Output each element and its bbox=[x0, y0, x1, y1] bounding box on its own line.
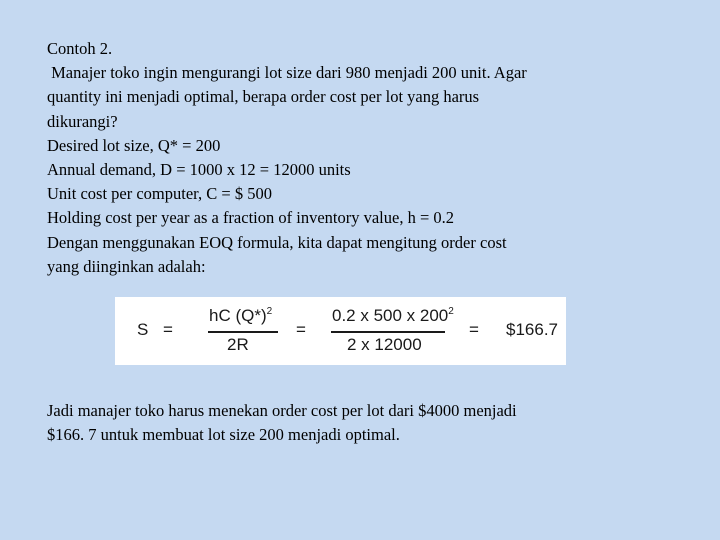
formula-denominator-1: 2R bbox=[227, 335, 249, 354]
intro-line-question-end: dikurangi? bbox=[47, 111, 118, 131]
fraction-bar-2 bbox=[331, 331, 445, 333]
formula-result: $166.7 bbox=[506, 320, 558, 339]
formula-numerator-1: hC $(Q*)^2$ bbox=[209, 306, 273, 325]
fraction-bar-1 bbox=[208, 331, 278, 333]
formula-lhs: S bbox=[137, 320, 149, 339]
intro-line-question-cont: quantity ini menjadi optimal, berapa order cost per lot yang harus bbox=[47, 87, 480, 107]
method-line-cont: yang diinginkan adalah: bbox=[47, 256, 206, 276]
conclusion-text bbox=[47, 399, 687, 447]
given-annual-demand: Annual demand, D = 1000 x 12 = 12000 units bbox=[47, 160, 351, 180]
method-line: Dengan menggunakan EOQ formula, kita dapat mengitung order cost bbox=[47, 232, 507, 252]
conclusion-line-2: $166. 7 untuk membuat lot size 200 menjadi optimal. bbox=[47, 425, 400, 445]
given-holding-cost: Holding cost per year as a fraction of inventory value, h = 0.2 bbox=[47, 208, 455, 228]
formula-equals-2: = bbox=[296, 320, 306, 339]
formula-denominator-2: 2 x 12000 bbox=[347, 335, 422, 354]
formula-numerator-2: 0.2 x 500 x $200^2$ bbox=[332, 306, 454, 325]
intro-text bbox=[47, 37, 687, 279]
given-lot-size: Desired lot size, Q* = 200 bbox=[47, 135, 221, 155]
intro-line-question: Manajer toko ingin mengurangi lot size dari 980 menjadi 200 unit. Agar bbox=[47, 63, 527, 83]
given-unit-cost: Unit cost per computer, C = $ 500 bbox=[47, 184, 272, 204]
formula-equals-3: = bbox=[469, 320, 479, 339]
conclusion-line-1: Jadi manajer toko harus menekan order cost per lot dari $4000 menjadi bbox=[47, 401, 517, 420]
formula-equals-1: = bbox=[163, 320, 173, 339]
intro-line-title: Contoh 2. bbox=[47, 39, 113, 58]
eoq-formula-image bbox=[115, 297, 566, 365]
